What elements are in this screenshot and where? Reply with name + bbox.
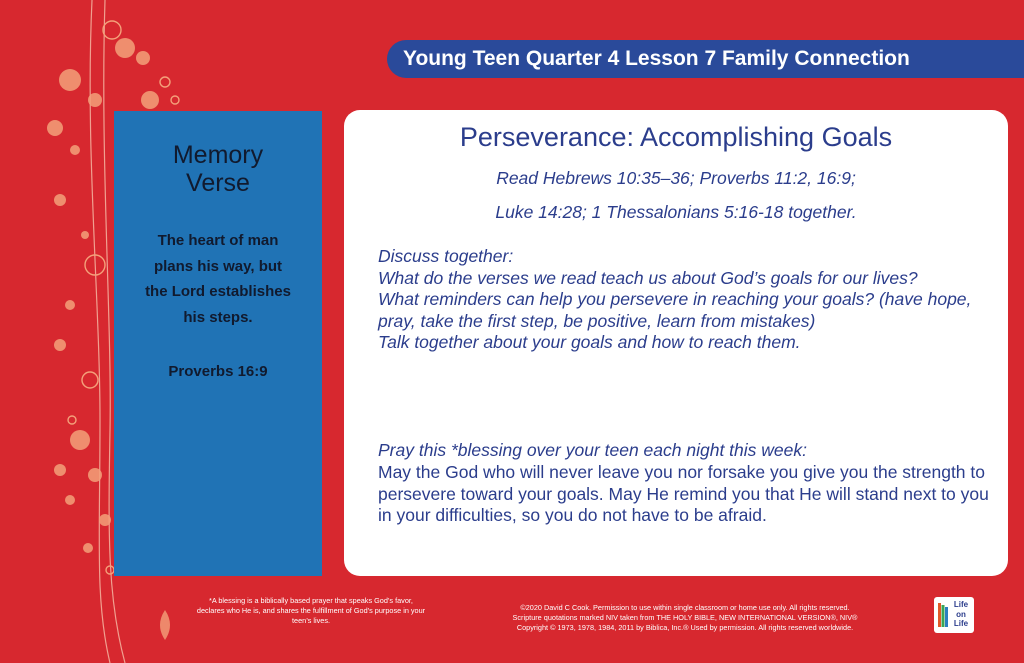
verse-line: his steps. [183, 308, 253, 326]
memory-verse-title-line: Verse [186, 169, 250, 197]
logo-text-line: Life [953, 619, 969, 628]
discuss-question: What do the verses we read teach us about God’s goals for our lives? [378, 267, 918, 288]
copyright-line: Copyright © 1973, 1978, 1984, 2011 by Biblica, Inc.® Used by permission. All rights reserved worldwide. [516, 623, 854, 632]
discuss-question: What reminders can help you persevere in reaching your goals? (have hope, pray, take the first step, be positive, learn from mistakes) [378, 289, 972, 331]
copyright-notice [445, 603, 925, 633]
verse-line: the Lord establishes [145, 283, 291, 300]
discuss-heading: Discuss together: [378, 246, 514, 266]
copyright-line: ©2020 David C Cook. Permission to use within single classroom or home use only. All rights reserved. [520, 603, 850, 612]
memory-verse-reference: Proverbs 16:9 [168, 363, 268, 380]
lesson-title: Perseverance: Accomplishing Goals [459, 122, 893, 152]
life-on-life-logo [934, 597, 974, 633]
prayer-intro: Pray this *blessing over your teen each night this week: [378, 440, 807, 460]
prayer-text: May the God who will never leave you nor forsake you give you the strength to persevere toward your goals. May He remind you that He will stand next to you in your difficulties, so you do not have to be afraid. [378, 462, 989, 525]
read-line: Luke 14:28; 1 Thessalonians 5:16-18 together. [495, 202, 857, 222]
discuss-prompt: Talk together about your goals and how to reach them. [378, 332, 801, 352]
read-line: Read Hebrews 10:35–36; Proverbs 11:2, 16:9; [496, 168, 856, 188]
memory-verse-text [122, 228, 314, 330]
verse-line: The heart of man [157, 232, 279, 249]
logo-text-line: on [956, 609, 966, 619]
memory-verse-title-line: Memory [172, 141, 264, 169]
verse-line: plans his way, but [153, 257, 283, 275]
discuss-section [378, 246, 988, 354]
header-title: Young Teen Quarter 4 Lesson 7 Family Connection [387, 40, 1024, 78]
logo-text [948, 600, 974, 629]
lesson-card [344, 110, 1008, 576]
logo-text-line: Life [953, 600, 969, 609]
logo-stripes-icon [938, 603, 948, 627]
memory-verse-panel [114, 111, 322, 576]
memory-verse-title [114, 141, 322, 197]
blessing-footnote: *A blessing is a biblically based prayer that speaks God’s favor, declares who He is, and shares the fulfillment of God’s purpose in your teen’s lives. [196, 596, 426, 625]
copyright-line: Scripture quotations marked NIV taken from THE HOLY BIBLE, NEW INTERNATIONAL VERSION®, NIV® [512, 613, 858, 622]
